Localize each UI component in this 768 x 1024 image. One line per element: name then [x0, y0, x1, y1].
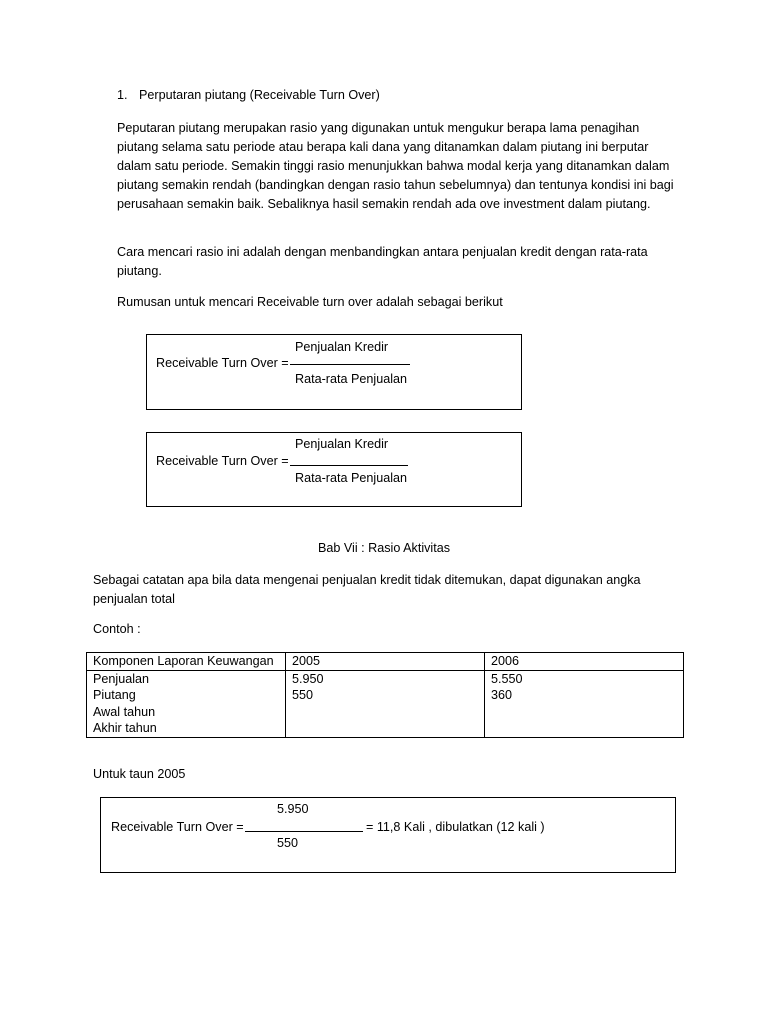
data-table	[86, 652, 684, 738]
formula-2-numerator: Penjualan Kredir	[295, 437, 389, 451]
formula-2-fraction-bar	[290, 465, 408, 466]
table-cell-line: Piutang	[93, 688, 136, 702]
formula-1-label: Receivable Turn Over =	[156, 356, 289, 370]
table-header-row	[87, 653, 684, 671]
paragraph-formula-intro-text: Rumusan untuk mencari Receivable turn over adalah sebagai berikut	[117, 295, 503, 309]
formula-3-numerator: 5.950	[277, 802, 309, 816]
formula-2-label: Receivable Turn Over =	[156, 454, 289, 468]
formula-3-result: = 11,8 Kali , dibulatkan (12 kali )	[366, 820, 545, 834]
table-cell-components	[87, 670, 286, 737]
heading-number: 1.	[117, 88, 128, 102]
table-header-cell: 2006	[485, 653, 684, 671]
table-cell-2006	[485, 670, 684, 737]
formula-3-fraction-bar	[245, 831, 363, 832]
formula-3-denominator: 550	[277, 836, 299, 850]
table-cell-line: Penjualan	[93, 671, 150, 686]
formula-3-label: Receivable Turn Over =	[111, 820, 244, 834]
table-cell-line: 550	[292, 688, 314, 702]
formula-2-denominator: Rata-rata Penjualan	[295, 471, 408, 485]
paragraph-note: Sebagai catatan apa bila data mengenai penjualan kredit tidak ditemukan, dapat digunakan angka penjualan total	[93, 573, 641, 606]
table-header-cell: Komponen Laporan Keuwangan	[87, 653, 286, 671]
heading-title: Perputaran piutang (Receivable Turn Over)	[139, 88, 380, 102]
example-label: Contoh :	[93, 622, 141, 636]
formula-box-2	[146, 432, 522, 507]
paragraph-method-text: Cara mencari rasio ini adalah dengan menbandingkan antara penjualan kredit dengan rata-rata piutang.	[117, 245, 648, 278]
table-row	[87, 670, 684, 737]
formula-1-numerator: Penjualan Kredir	[295, 340, 389, 354]
paragraph-formula-intro	[117, 293, 677, 312]
table-cell-line: Akhir tahun	[93, 721, 157, 735]
table-header-cell: 2005	[286, 653, 485, 671]
chapter-title: Bab Vii : Rasio Aktivitas	[317, 541, 451, 555]
formula-box-1	[146, 334, 522, 410]
paragraph-method	[117, 243, 677, 281]
formula-1-denominator: Rata-rata Penjualan	[295, 372, 408, 386]
table-cell-line: 360	[491, 688, 513, 702]
formula-1-fraction-bar	[290, 364, 410, 365]
table-cell-line: Awal tahun	[93, 704, 156, 719]
year-calculation-label: Untuk taun 2005	[93, 767, 186, 781]
section-heading	[117, 88, 380, 102]
table-cell-line: 5.950	[292, 671, 324, 686]
paragraph-definition-text: Peputaran piutang merupakan rasio yang digunakan untuk mengukur berapa lama penagihan piutang selama satu periode atau berapa kali dana yang ditanamkan dalam piutang ini berputar dalam satu periode. Semakin tinggi rasio menunjukkan bahwa modal kerja yang ditanamkan dalam piutang semakin rendah (bandingkan dengan rasio tahun sebelumnya) dan tentunya kondisi ini bagi perusahaan semakin baik. Sebaliknya hasil semakin rendah ada ove investment dalam piutang.	[117, 121, 674, 211]
table-cell-line: 5.550	[491, 671, 523, 686]
formula-box-3	[100, 797, 676, 873]
paragraph-definition	[117, 119, 677, 214]
table-cell-2005	[286, 670, 485, 737]
